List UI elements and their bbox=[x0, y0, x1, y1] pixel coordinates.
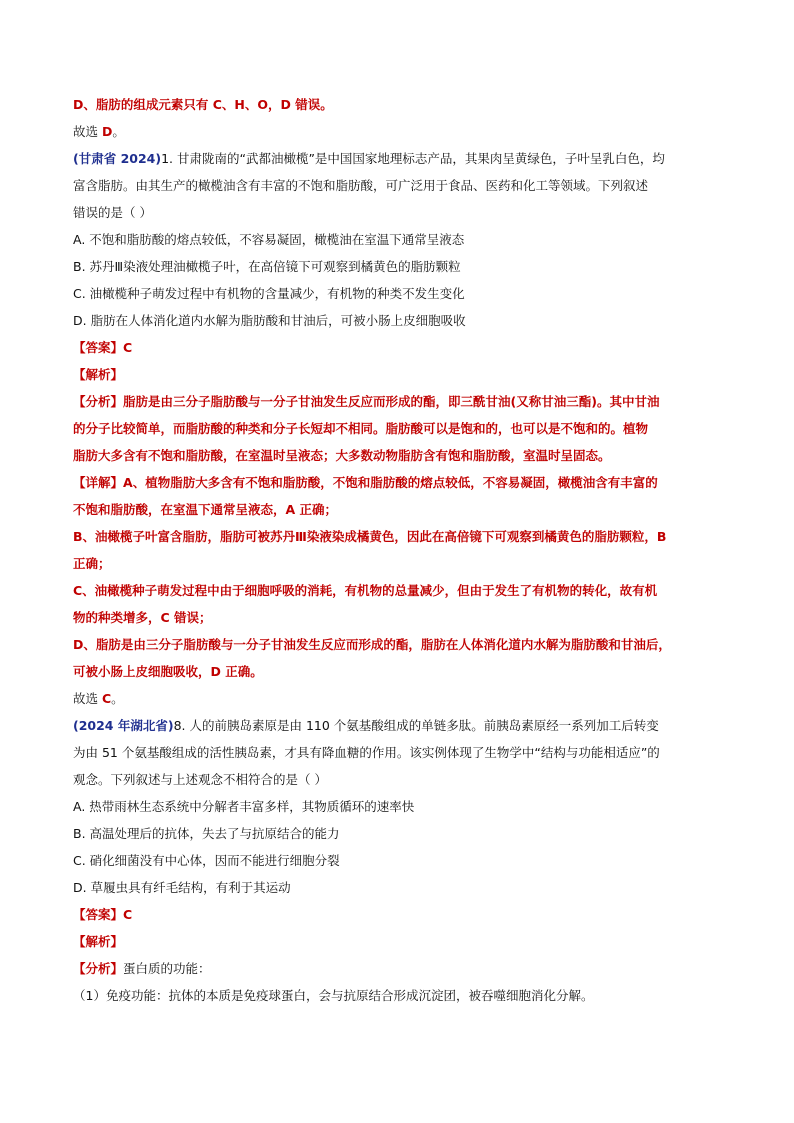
q1-fenxi-line: 【分析】脂肪是由三分子脂肪酸与一分子甘油发生反应而形成的酯，即三酰甘油(又称甘油三酯)。其中甘油 bbox=[73, 394, 660, 409]
q8-stem-line: (2024 年湖北省)8. 人的前胰岛素原是由 110 个氨基酸组成的单链多肽。前胰岛素原经一系列加工后转变 bbox=[73, 718, 659, 733]
q8-answer: 【答案】C bbox=[73, 907, 133, 922]
q1-stem-line: 富含脂肪。由其生产的橄榄油含有丰富的不饱和脂肪酸，可广泛用于食品、医药和化工等领域。下列叙述 bbox=[73, 178, 649, 193]
prev-option-d-analysis: D、脂肪的组成元素只有 C、H、O，D 错误。 bbox=[73, 97, 333, 112]
q1-option-c: C. 油橄榄种子萌发过程中有机物的含量减少，有机物的种类不发生变化 bbox=[73, 286, 465, 301]
q1-stem-line: 错误的是（ ） bbox=[73, 205, 152, 220]
q8-stem-line: 为由 51 个氨基酸组成的活性胰岛素，才具有降血糖的作用。该实例体现了生物学中“结构与功能相适应”的 bbox=[73, 745, 660, 760]
q1-option-b: B. 苏丹Ⅲ染液处理油橄榄子叶，在高倍镜下可观察到橘黄色的脂肪颗粒 bbox=[73, 259, 461, 274]
q1-xiangjie-line: 【详解】A、植物脂肪大多含有不饱和脂肪酸，不饱和脂肪酸的熔点较低，不容易凝固，橄榄油含有丰富的 bbox=[73, 475, 658, 490]
q1-xiangjie-line: 正确； bbox=[73, 556, 111, 571]
q8-option-b: B. 高温处理后的抗体，失去了与抗原结合的能力 bbox=[73, 826, 340, 841]
q8-option-c: C. 硝化细菌没有中心体，因而不能进行细胞分裂 bbox=[73, 853, 340, 868]
q1-fenxi-line: 的分子比较简单，而脂肪酸的种类和分子长短却不相同。脂肪酸可以是饱和的，也可以是不饱和的。植物 bbox=[73, 421, 649, 436]
q1-xiangjie-line: 可被小肠上皮细胞吸收，D 正确。 bbox=[73, 664, 263, 679]
q8-item-1: （1）免疫功能：抗体的本质是免疫球蛋白，会与抗原结合形成沉淀团，被吞噬细胞消化分解。 bbox=[73, 988, 594, 1003]
q1-analysis-label: 【解析】 bbox=[73, 367, 124, 382]
q1-source: (甘肃省 2024) bbox=[73, 151, 162, 166]
q1-xiangjie-line: 不饱和脂肪酸，在室温下通常呈液态，A 正确； bbox=[73, 502, 338, 517]
q1-option-d: D. 脂肪在人体消化道内水解为脂肪酸和甘油后，可被小肠上皮细胞吸收 bbox=[73, 313, 466, 328]
q8-option-d: D. 草履虫具有纤毛结构，有利于其运动 bbox=[73, 880, 291, 895]
q1-xiangjie-line: 物的种类增多，C 错误； bbox=[73, 610, 212, 625]
q1-stem-line: (甘肃省 2024)1. 甘肃陇南的“武都油橄榄”是中国国家地理标志产品，其果肉呈黄绿色，子叶呈乳白色，均 bbox=[73, 151, 665, 166]
q8-stem-line: 观念。下列叙述与上述观念不相符合的是（ ） bbox=[73, 772, 327, 787]
q8-analysis-label: 【解析】 bbox=[73, 934, 124, 949]
prev-conclusion: 故选 D。 bbox=[73, 124, 125, 139]
q1-fenxi-line: 脂肪大多含有不饱和脂肪酸，在室温时呈液态；大多数动物脂肪含有饱和脂肪酸，室温时呈固态。 bbox=[73, 448, 611, 463]
q1-xiangjie-line: B、油橄榄子叶富含脂肪，脂肪可被苏丹Ⅲ染液染成橘黄色，因此在高倍镜下可观察到橘黄色的脂肪颗粒，B bbox=[73, 529, 667, 544]
q1-xiangjie-line: D、脂肪是由三分子脂肪酸与一分子甘油发生反应而形成的酯，脂肪在人体消化道内水解为脂肪酸和甘油后， bbox=[73, 637, 671, 652]
q1-xiangjie-line: C、油橄榄种子萌发过程中由于细胞呼吸的消耗，有机物的总量减少，但由于发生了有机物的转化，故有机 bbox=[73, 583, 658, 598]
document-content bbox=[73, 91, 723, 1009]
q8-source: (2024 年湖北省) bbox=[73, 718, 174, 733]
q8-fenxi-line: 【分析】蛋白质的功能： bbox=[73, 961, 211, 976]
q1-conclusion: 故选 C。 bbox=[73, 691, 124, 706]
q1-option-a: A. 不饱和脂肪酸的熔点较低，不容易凝固，橄榄油在室温下通常呈液态 bbox=[73, 232, 465, 247]
q1-answer: 【答案】C bbox=[73, 340, 133, 355]
q8-option-a: A. 热带雨林生态系统中分解者丰富多样，其物质循环的速率快 bbox=[73, 799, 415, 814]
